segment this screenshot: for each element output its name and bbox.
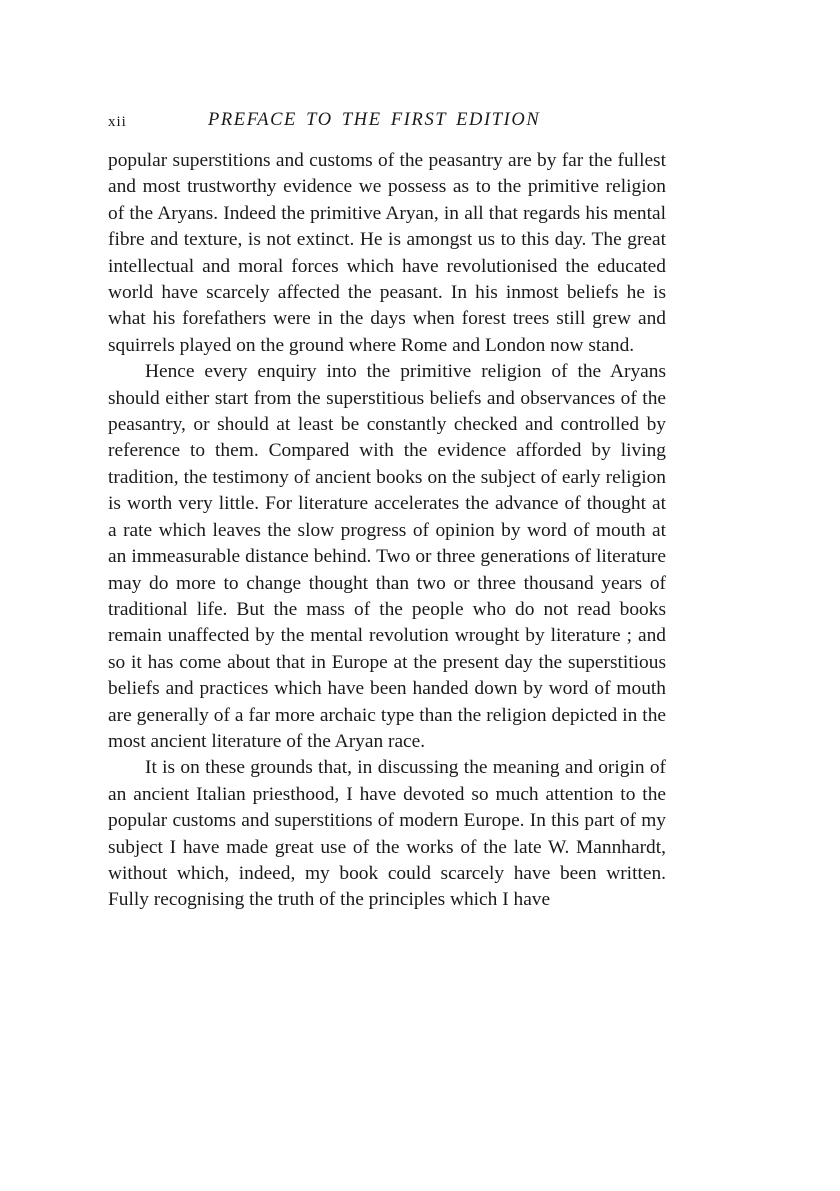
running-title: PREFACE TO THE FIRST EDITION xyxy=(208,110,541,130)
running-head xyxy=(108,108,666,138)
body-text xyxy=(108,148,666,914)
book-page xyxy=(108,108,666,914)
page-number: xii xyxy=(108,114,127,130)
paragraph: Hence every enquiry into the primitive religion of the Aryans should either start from the superstitious beliefs and observances of the peasantry, or should at least be constantly checked and controlled by reference to them. Compared with the evidence afforded by living tradition, the testimony of ancient books on the subject of early religion is worth very little. For literature accelerates the advance of thought at a rate which leaves the slow progress of opinion by word of mouth at an immeasurable distance behind. Two or three generations of literature may do more to change thought than two or three thousand years of traditional life. But the mass of the people who do not read books remain unaffected by the mental revolution wrought by literature ; and so it has come about that in Europe at the present day the superstitious beliefs and practices which have been handed down by word of mouth are generally of a far more archaic type than the religion depicted in the most ancient literature of the Aryan race. xyxy=(108,361,666,752)
paragraph: It is on these grounds that, in discussing the meaning and origin of an ancient Italian priesthood, I have devoted so much attention to the popular customs and superstitions of modern Europe. In this part of my subject I have made great use of the works of the late W. Mannhardt, without which, indeed, my book could scarcely have been written. Fully recognising the truth of the principles which I have xyxy=(108,757,666,911)
paragraph-continued: popular superstitions and customs of the peasantry are by far the fullest and most trustworthy evidence we possess as to the primitive religion of the Aryans. Indeed the primitive Aryan, in all that regards his mental fibre and texture, is not extinct. He is amongst us to this day. The great intellectual and moral forces which have revolutionised the educated world have scarcely affected the peasant. In his inmost beliefs he is what his forefathers were in the days when forest trees still grew and squirrels played on the ground where Rome and London now stand. xyxy=(108,150,666,356)
